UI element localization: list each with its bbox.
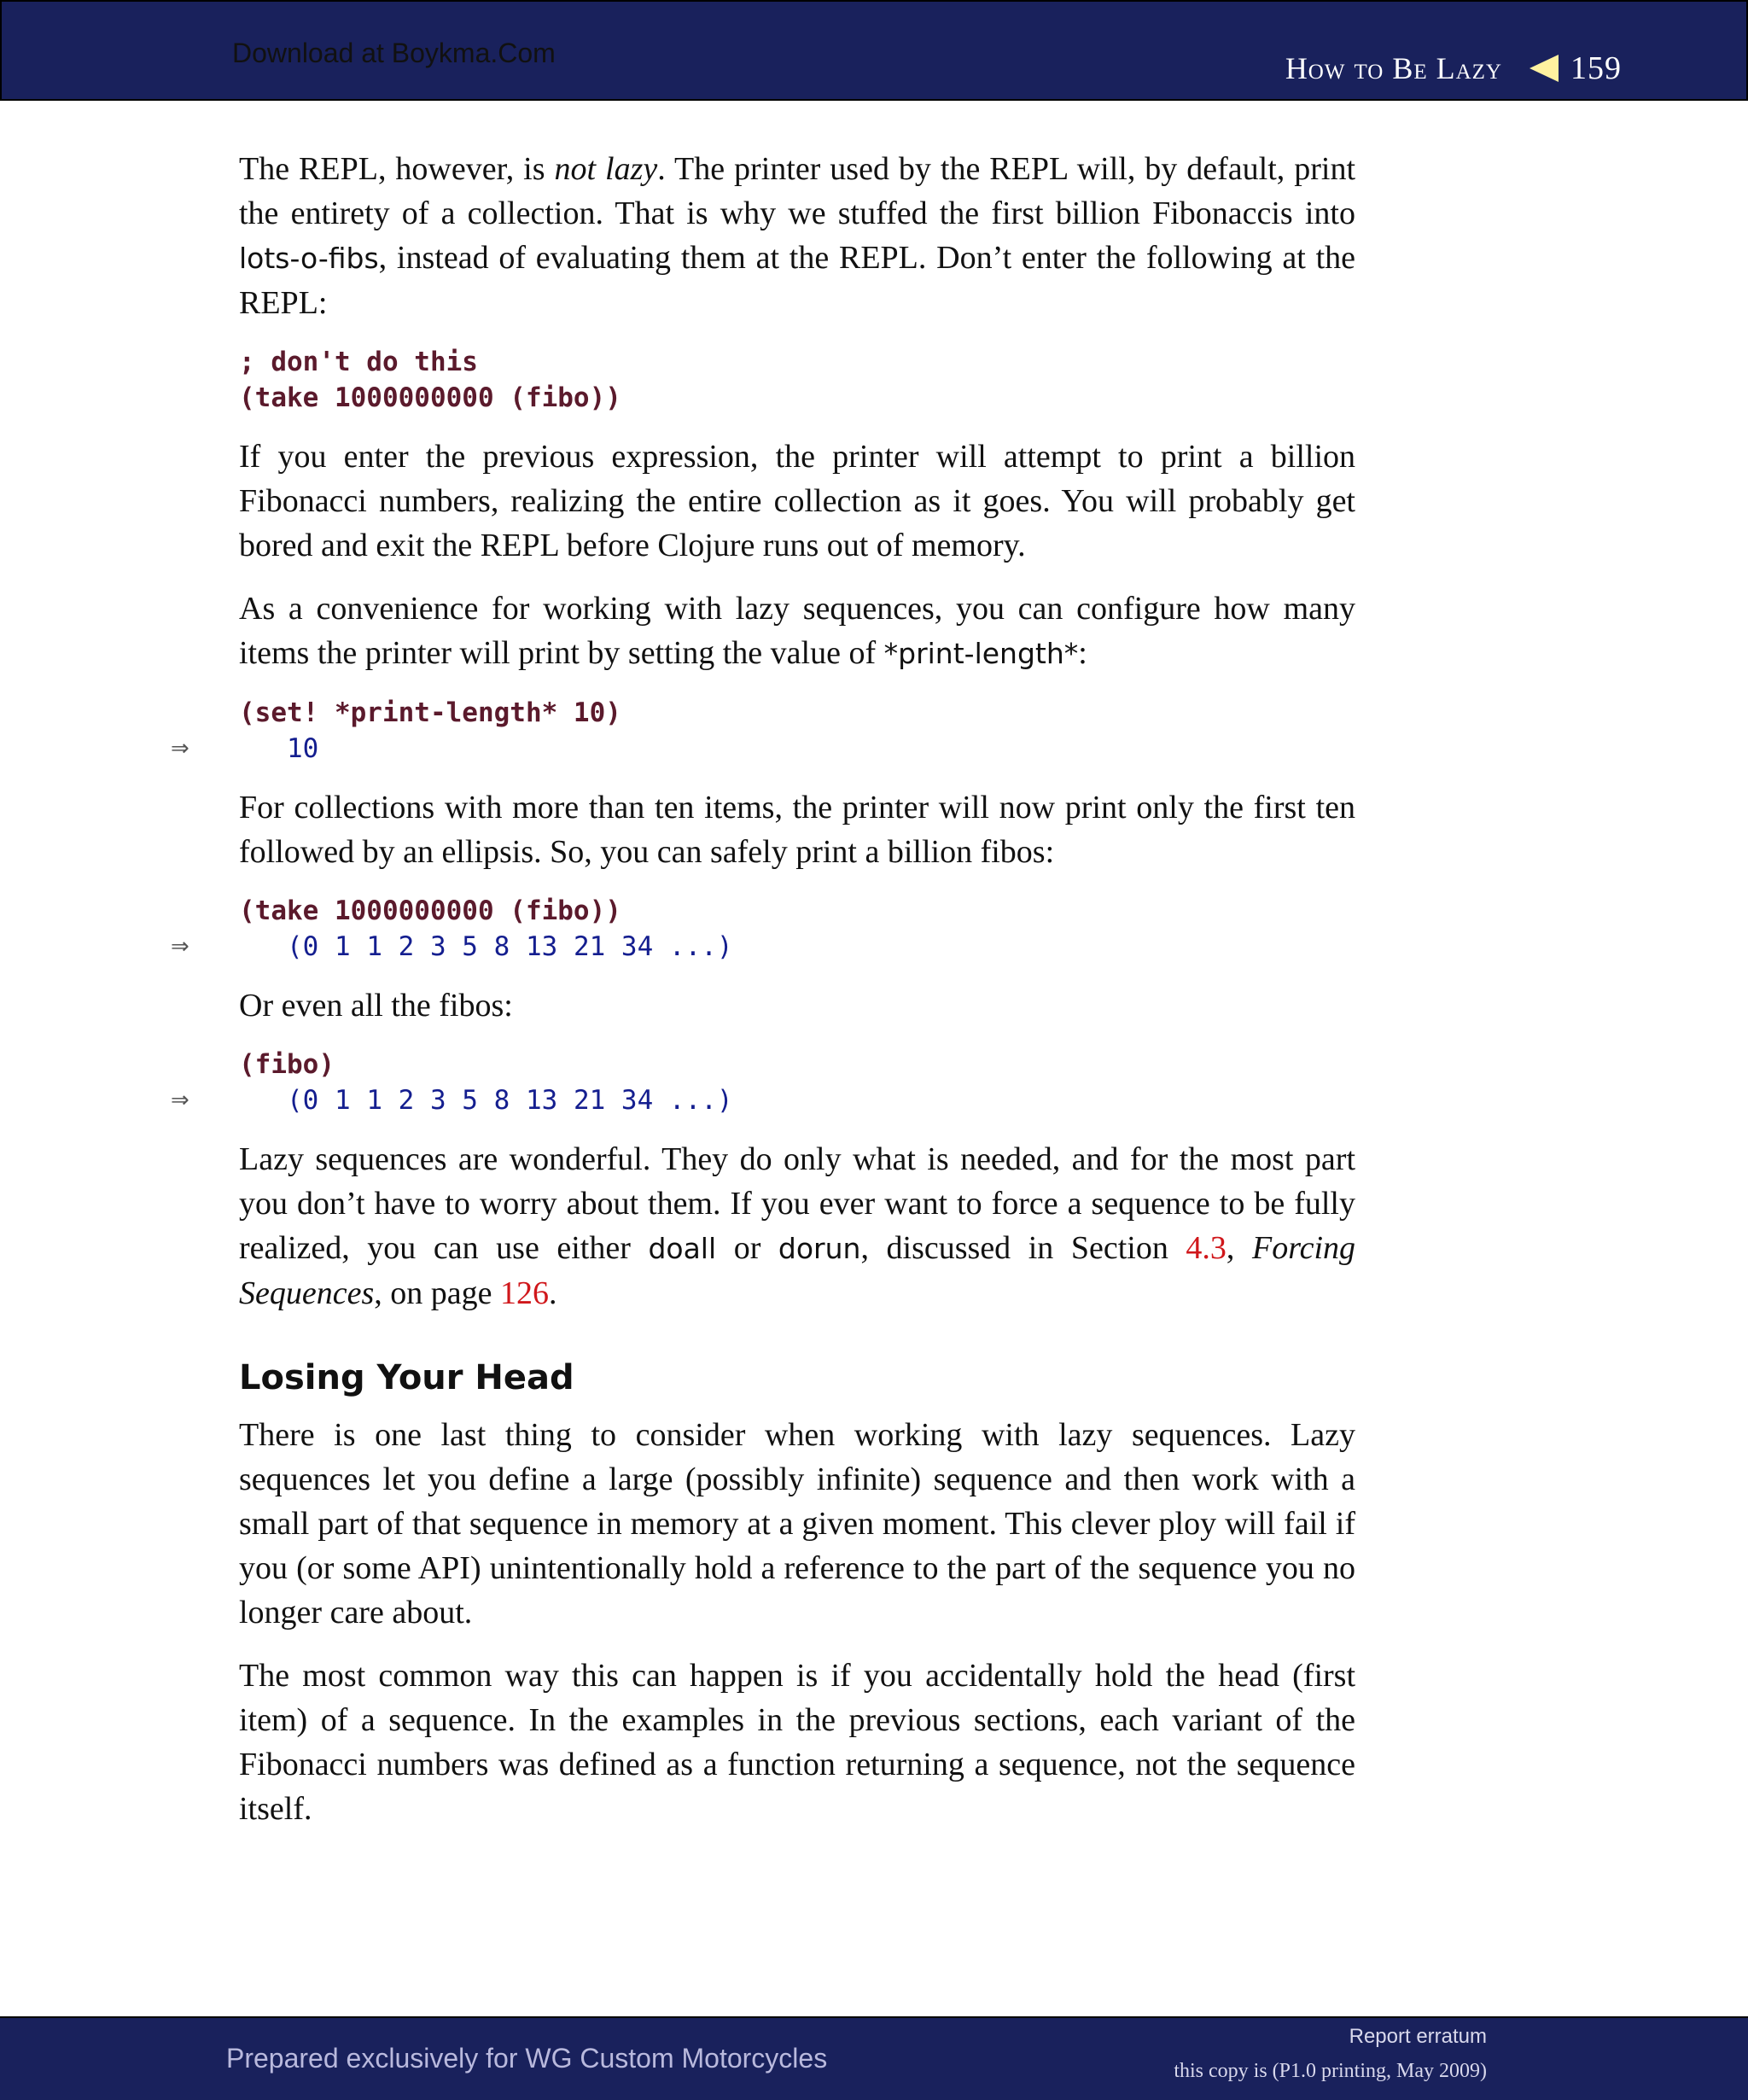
result-line: ⇒ (0 1 1 2 3 5 8 13 21 34 ...)	[239, 929, 1355, 965]
code-block	[171, 893, 1355, 965]
paragraph: If you enter the previous expression, the printer will attempt to print a billion Fibonacci numbers, realizing the entire collection as it goes. You will probably get bored and exit the REPL before Clojure runs out of memory.	[239, 439, 1355, 563]
inline-code: doall	[648, 1232, 717, 1265]
section-link[interactable]: 4.3	[1186, 1230, 1227, 1266]
paragraph: As a convenience for working with lazy sequences, you can configure how many items the printer will print by setting the value of *print-length*:	[239, 591, 1355, 671]
page-link[interactable]: 126	[500, 1275, 549, 1311]
paragraph: There is one last thing to consider when working with lazy sequences. Lazy sequences let you define a large (possibly infinite) sequence and then work with a small part of that sequence in memory at a given moment. This clever ploy will fail if you (or some API) unintentionally hold a reference to the part of the sequence you no longer care about.	[239, 1417, 1355, 1630]
result-arrow-icon: ⇒	[171, 736, 189, 761]
inline-code: *print-length*	[883, 637, 1079, 670]
code-line: (set! *print-length* 10)	[239, 697, 621, 728]
section-heading: Losing Your Head	[239, 1358, 574, 1397]
code-line: (fibo)	[239, 1049, 335, 1080]
result-line: ⇒ (0 1 1 2 3 5 8 13 21 34 ...)	[239, 1082, 1355, 1118]
code-block	[239, 344, 1355, 416]
running-head	[1285, 50, 1622, 87]
prepared-for-text: Prepared exclusively for WG Custom Motorcycles	[226, 2043, 828, 2074]
previous-page-icon[interactable]	[1530, 55, 1559, 82]
copy-info: this copy is (P1.0 printing, May 2009)	[1174, 2060, 1487, 2082]
inline-code: lots-o-fibs	[239, 242, 379, 275]
code-block	[171, 695, 1355, 767]
paragraph: The REPL, however, is not lazy. The printer used by the REPL will, by default, print the entirety of a collection. That is why we stuffed the first billion Fibonaccis into lots-o-fibs, instead of evaluating them at the REPL. Don’t enter the following at the REPL:	[239, 151, 1355, 321]
inline-code: dorun	[778, 1232, 861, 1265]
report-erratum-link[interactable]: Report erratum	[1349, 2025, 1487, 2048]
page-number: 159	[1570, 50, 1622, 86]
code-line: (take 1000000000 (fibo))	[239, 895, 621, 926]
result-arrow-icon: ⇒	[171, 934, 189, 960]
page-body	[171, 147, 1355, 1850]
paragraph: For collections with more than ten items, the printer will now print only the first ten followed by an ellipsis. So, you can safely print a billion fibos:	[239, 790, 1355, 870]
code-line: (take 1000000000 (fibo))	[239, 382, 621, 413]
paragraph: The most common way this can happen is if you accidentally hold the head (first item) of a sequence. In the examples in the previous sections, each variant of the Fibonacci numbers was defined as a function returning a sequence, not the sequence itself.	[239, 1658, 1355, 1827]
paragraph: Or even all the fibos:	[239, 988, 513, 1024]
section-title-ref: Forcing Sequences	[239, 1230, 1355, 1311]
result-line: ⇒ 10	[239, 731, 1355, 767]
download-watermark: Download at Boykma.Com	[232, 38, 556, 68]
paragraph: Lazy sequences are wonderful. They do only what is needed, and for the most part you don’t have to worry about them. If you ever want to force a sequence to be fully realized, you can use either doall or dorun, discussed in Section 4.3, Forcing Sequences, on page 126.	[239, 1141, 1355, 1311]
chapter-title: How to Be Lazy	[1285, 51, 1502, 85]
code-block	[171, 1047, 1355, 1118]
emphasis: not lazy	[554, 151, 658, 187]
code-line: ; don't do this	[239, 347, 478, 377]
result-arrow-icon: ⇒	[171, 1088, 189, 1113]
